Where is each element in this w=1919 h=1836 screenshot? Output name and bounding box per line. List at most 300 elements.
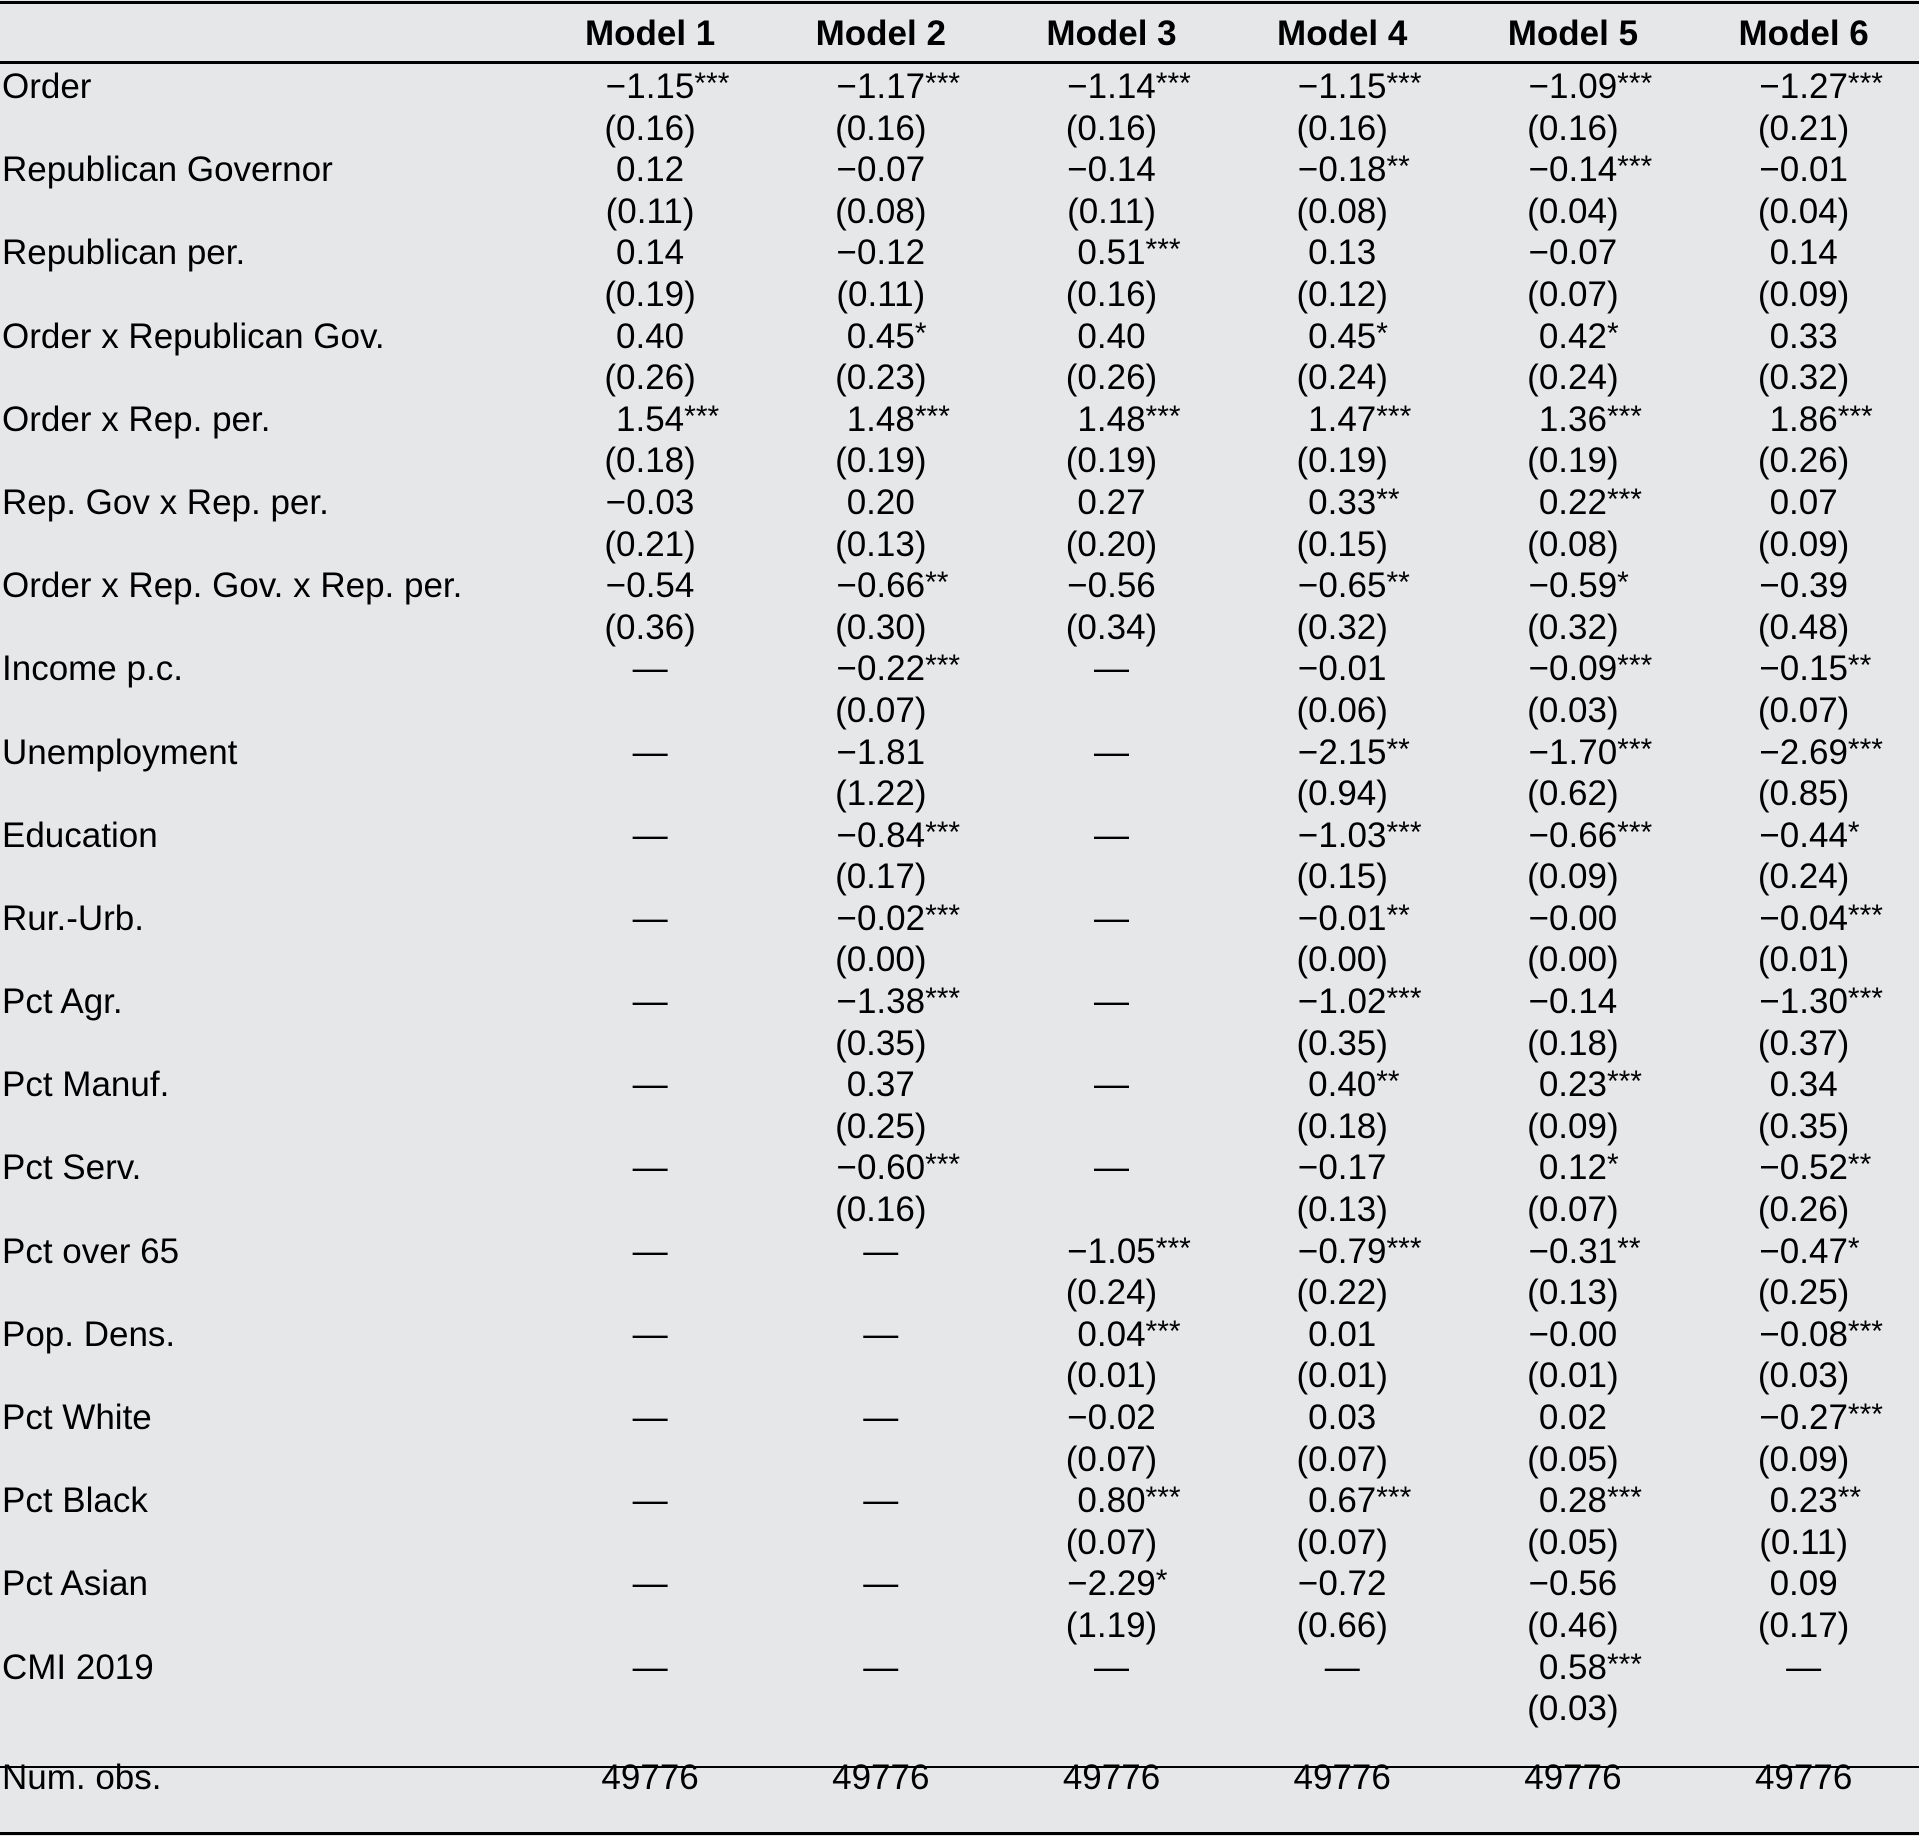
coef-value: −0.47 * <box>1759 1232 1848 1271</box>
row-label-blank <box>0 440 535 482</box>
coef-cell <box>535 232 766 274</box>
std-error-cell: (0.13) <box>1296 1190 1388 1230</box>
std-error-cell <box>996 1106 1227 1148</box>
coef-value: 1.48 *** <box>847 400 915 439</box>
coef-value: −0.56 <box>1067 566 1156 606</box>
coef-cell <box>535 399 766 441</box>
row-label: Pct Serv. <box>2 1148 142 1188</box>
header-label-cell <box>0 0 535 66</box>
significance-stars: *** <box>1617 649 1653 683</box>
coef-value: — <box>632 1398 668 1437</box>
significance-stars: *** <box>1847 1314 1883 1348</box>
coef-value: −0.56 <box>1528 1564 1618 1604</box>
coef-value: 0.27 <box>1077 482 1146 522</box>
coef-value: — <box>632 1231 668 1271</box>
coef-value: −0.54 <box>605 566 695 606</box>
std-error-cell: (0.32) <box>1296 607 1388 647</box>
column-header: Model 3 <box>1046 14 1177 53</box>
coef-value: 0.20 <box>846 482 915 522</box>
std-error-cell: (0.12) <box>1296 274 1388 314</box>
coef-cell <box>765 898 996 940</box>
std-error-cell: (0.35) <box>835 1023 927 1063</box>
coef-value: −1.09 *** <box>1529 67 1618 106</box>
coef-cell <box>996 981 1227 1023</box>
coef-value: — <box>1786 1647 1822 1687</box>
coef-row <box>0 232 1919 274</box>
std-error-cell: (0.15) <box>1296 857 1388 897</box>
std-error-cell: (0.25) <box>1757 1273 1850 1313</box>
significance-stars: * <box>1617 566 1629 600</box>
coef-cell <box>1458 316 1689 358</box>
se-row <box>0 1605 1919 1647</box>
coef-value: — <box>1093 1065 1129 1105</box>
row-label: Order x Rep. per. <box>2 399 271 439</box>
std-error-cell: (0.04) <box>1527 191 1619 231</box>
std-error-cell <box>996 773 1227 815</box>
significance-stars: * <box>1376 316 1388 350</box>
std-error-cell: (0.07) <box>1065 1439 1158 1479</box>
coef-value: 0.34 <box>1769 1065 1838 1105</box>
coef-cell <box>1227 1563 1458 1605</box>
coef-cell <box>996 1480 1227 1522</box>
row-label: Education <box>2 815 158 855</box>
se-row <box>0 1106 1919 1148</box>
std-error-cell <box>996 939 1227 981</box>
coef-row <box>0 1647 1919 1689</box>
std-error-cell: (0.11) <box>836 274 926 314</box>
coef-value: −2.69 *** <box>1759 733 1848 772</box>
row-label-blank <box>0 1522 535 1564</box>
row-label-blank <box>0 1605 535 1647</box>
std-error-cell: (0.26) <box>1757 1190 1850 1230</box>
significance-stars: * <box>1155 1564 1168 1598</box>
coef-value: — <box>1093 732 1129 772</box>
row-label: Pct Agr. <box>2 982 123 1022</box>
se-row <box>0 939 1919 981</box>
coef-value: — <box>863 1231 899 1271</box>
coef-value: 0.12 <box>616 150 685 190</box>
coef-value: −1.30 *** <box>1759 982 1848 1021</box>
coef-cell <box>765 1064 996 1106</box>
row-label-blank <box>0 1106 535 1148</box>
coef-row <box>0 316 1919 358</box>
coef-row <box>0 482 1919 524</box>
coef-value: — <box>632 1314 668 1354</box>
row-label-blank <box>0 357 535 399</box>
significance-stars: *** <box>1617 67 1653 100</box>
row-label: Order x Republican Gov. <box>2 316 385 356</box>
std-error-cell <box>535 690 766 732</box>
row-label-blank <box>0 524 535 566</box>
coef-value: — <box>1093 982 1129 1022</box>
coef-value: 0.07 <box>1769 482 1838 522</box>
std-error-cell <box>535 1272 766 1314</box>
std-error-cell: (0.11) <box>1759 1522 1849 1562</box>
coef-value: 0.40 ** <box>1308 1065 1376 1104</box>
significance-stars: ** <box>1386 898 1410 932</box>
se-row <box>0 690 1919 732</box>
std-error-cell <box>996 856 1227 898</box>
row-label: Num. obs. <box>2 1757 162 1797</box>
coef-cell <box>996 1231 1227 1273</box>
std-error-cell <box>765 1522 996 1564</box>
significance-stars: *** <box>1606 1647 1642 1681</box>
coef-cell <box>996 149 1227 191</box>
coef-value: −0.07 <box>1528 233 1618 273</box>
coef-value: — <box>632 982 668 1022</box>
coef-cell <box>1688 1647 1919 1689</box>
spacer-row <box>0 1730 1919 1746</box>
coef-cell <box>996 1647 1227 1689</box>
std-error-cell: (0.21) <box>1757 108 1850 148</box>
coef-cell <box>1458 815 1689 857</box>
coef-cell <box>1458 565 1689 607</box>
coef-value: — <box>863 1398 899 1437</box>
se-row <box>0 191 1919 233</box>
coef-cell <box>996 399 1227 441</box>
std-error-cell: (0.16) <box>1296 108 1388 148</box>
coef-cell <box>1688 732 1919 774</box>
coef-cell <box>1227 898 1458 940</box>
coef-cell <box>1458 1480 1689 1522</box>
coef-cell <box>996 1147 1227 1189</box>
significance-stars: *** <box>914 399 950 433</box>
std-error-cell: (0.22) <box>1296 1273 1388 1313</box>
significance-stars: * <box>1606 316 1619 350</box>
coef-cell <box>1458 482 1689 524</box>
significance-stars: *** <box>1155 1231 1191 1265</box>
std-error-cell: (0.08) <box>1296 191 1388 231</box>
se-row <box>0 440 1919 482</box>
se-row <box>0 607 1919 649</box>
coef-value: −1.81 <box>836 732 926 772</box>
coef-cell <box>1227 1397 1458 1439</box>
coef-value: −1.15 *** <box>1298 67 1387 106</box>
std-error-cell: (0.07) <box>1296 1522 1388 1562</box>
coef-value: 0.01 <box>1308 1314 1377 1354</box>
std-error-cell: (0.18) <box>604 441 696 481</box>
std-error-cell <box>535 1189 766 1231</box>
coef-cell <box>535 732 766 774</box>
coef-cell <box>996 1397 1227 1439</box>
coef-cell <box>1688 1147 1919 1189</box>
coef-value: 0.51 *** <box>1077 233 1145 272</box>
significance-stars: *** <box>1386 982 1422 1016</box>
se-row <box>0 1023 1919 1065</box>
coef-cell <box>765 316 996 358</box>
std-error-cell: (0.05) <box>1527 1439 1619 1479</box>
coef-value: −0.14 <box>1067 150 1156 190</box>
significance-stars: ** <box>1376 482 1400 516</box>
std-error-cell: (0.06) <box>1296 690 1388 730</box>
row-label: Order x Rep. Gov. x Rep. per. <box>2 566 463 606</box>
std-error-cell <box>765 1439 996 1481</box>
coef-value: −0.44 * <box>1759 816 1848 855</box>
coef-value: 0.13 <box>1308 233 1377 273</box>
std-error-cell: (0.15) <box>1296 524 1388 564</box>
coef-cell <box>1458 232 1689 274</box>
se-row <box>0 357 1919 399</box>
std-error-cell <box>996 690 1227 732</box>
significance-stars: *** <box>925 1148 961 1182</box>
coef-value: −0.01 ** <box>1298 899 1387 938</box>
coef-cell <box>1458 1314 1689 1356</box>
coef-value: — <box>632 732 668 772</box>
coef-value: −2.15 ** <box>1298 733 1387 772</box>
std-error-cell <box>765 1605 996 1647</box>
coef-value: −0.66 *** <box>1529 816 1618 855</box>
coef-cell <box>1458 399 1689 441</box>
std-error-cell: (0.16) <box>1065 108 1158 148</box>
std-error-cell: (0.00) <box>1296 940 1388 980</box>
std-error-cell: (0.19) <box>604 274 696 314</box>
coef-cell <box>535 648 766 690</box>
coef-value: −2.29 * <box>1067 1564 1156 1603</box>
coef-cell <box>1688 399 1919 441</box>
coef-row <box>0 565 1919 607</box>
std-error-cell <box>535 1355 766 1397</box>
std-error-cell: (0.30) <box>835 607 927 647</box>
coef-cell <box>1458 648 1689 690</box>
coef-cell <box>535 149 766 191</box>
coef-value: −0.03 <box>605 482 695 522</box>
coef-value: — <box>863 1481 899 1521</box>
std-error-cell: (0.66) <box>1296 1605 1388 1645</box>
row-label-blank <box>0 1023 535 1065</box>
coef-cell <box>535 981 766 1023</box>
se-row <box>0 1439 1919 1481</box>
coef-value: — <box>632 1647 668 1687</box>
coef-cell <box>1227 316 1458 358</box>
coef-cell <box>765 1480 996 1522</box>
std-error-cell: (0.19) <box>835 441 927 481</box>
significance-stars: *** <box>925 67 961 100</box>
coef-cell <box>996 732 1227 774</box>
num-obs-value: 49776 <box>1754 1757 1853 1797</box>
row-label: Pct Asian <box>2 1564 148 1604</box>
significance-stars: *** <box>694 67 730 100</box>
std-error-cell: (0.19) <box>1527 441 1619 481</box>
coef-cell <box>1227 732 1458 774</box>
coef-row <box>0 1147 1919 1189</box>
coef-cell <box>765 1314 996 1356</box>
coef-cell <box>1227 648 1458 690</box>
row-label: Order <box>2 67 92 106</box>
se-row <box>0 108 1919 150</box>
significance-stars: *** <box>1145 233 1181 267</box>
coef-row <box>0 399 1919 441</box>
coef-value: −0.08 *** <box>1759 1315 1848 1354</box>
coef-value: −0.72 <box>1297 1564 1387 1604</box>
coef-cell <box>535 1563 766 1605</box>
std-error-cell: (0.48) <box>1757 607 1850 647</box>
coef-value: — <box>1093 649 1129 689</box>
coef-cell <box>1458 1563 1689 1605</box>
std-error-cell <box>535 1106 766 1148</box>
coef-value: — <box>632 898 668 938</box>
coef-cell <box>1688 1397 1919 1439</box>
row-label-blank <box>0 690 535 732</box>
coef-value: — <box>863 1647 899 1687</box>
column-header: Model 5 <box>1507 14 1639 53</box>
std-error-cell: (0.09) <box>1757 524 1850 564</box>
significance-stars: ** <box>1847 1148 1872 1182</box>
coef-value: 0.22 *** <box>1539 483 1607 522</box>
significance-stars: *** <box>1837 399 1873 433</box>
std-error-cell <box>765 1272 996 1314</box>
coef-cell <box>1227 1480 1458 1522</box>
significance-stars: *** <box>1847 1398 1883 1431</box>
num-obs-value: 49776 <box>1524 1757 1622 1797</box>
se-row <box>0 1189 1919 1231</box>
significance-stars: * <box>1847 1231 1860 1265</box>
significance-stars: *** <box>1386 67 1422 100</box>
std-error-cell: (1.19) <box>1065 1605 1158 1645</box>
std-error-cell: (0.46) <box>1527 1605 1619 1645</box>
coef-cell <box>1227 66 1458 108</box>
coef-value: 0.45 * <box>847 317 915 356</box>
significance-stars: *** <box>1606 399 1642 433</box>
coef-cell <box>765 732 996 774</box>
significance-stars: *** <box>1386 1231 1422 1265</box>
row-label-blank <box>0 773 535 815</box>
row-label-blank <box>0 607 535 649</box>
coef-cell <box>1458 66 1689 108</box>
coef-cell <box>996 1563 1227 1605</box>
coef-value: 0.14 <box>616 233 685 273</box>
std-error-cell: (0.07) <box>1296 1439 1388 1479</box>
coef-cell <box>1458 1397 1689 1439</box>
std-error-cell <box>765 1355 996 1397</box>
std-error-cell <box>535 773 766 815</box>
coef-value: −0.04 *** <box>1759 899 1848 938</box>
column-header: Model 4 <box>1277 14 1408 53</box>
coef-value: 0.40 <box>616 316 685 356</box>
coef-value: 0.45 * <box>1308 317 1376 356</box>
coef-value: −1.05 *** <box>1067 1232 1156 1271</box>
coef-cell <box>765 648 996 690</box>
std-error-cell: (0.00) <box>835 940 927 980</box>
row-label: Unemployment <box>2 732 238 772</box>
coef-value: −0.66 ** <box>837 566 926 605</box>
row-label-blank <box>0 856 535 898</box>
num-obs-value: 49776 <box>601 1757 699 1797</box>
std-error-cell: (0.13) <box>1527 1273 1619 1313</box>
std-error-cell <box>996 1688 1227 1730</box>
significance-stars: ** <box>1376 1065 1400 1099</box>
std-error-cell: (0.09) <box>1527 1106 1619 1146</box>
coef-cell <box>1458 981 1689 1023</box>
std-error-cell: (0.94) <box>1296 774 1388 814</box>
coef-value: −0.52 ** <box>1759 1148 1848 1187</box>
coef-value: — <box>632 1564 668 1604</box>
num-obs-value: 49776 <box>1293 1757 1391 1797</box>
coef-value: −1.15 *** <box>606 67 695 106</box>
coef-cell <box>1688 316 1919 358</box>
coef-cell <box>535 898 766 940</box>
significance-stars: ** <box>1847 649 1872 683</box>
coef-cell <box>1688 815 1919 857</box>
coef-value: — <box>632 1065 668 1105</box>
coef-cell <box>535 1314 766 1356</box>
row-label: Pct Black <box>2 1481 148 1521</box>
coef-cell <box>535 66 766 108</box>
std-error-cell: (0.26) <box>1065 358 1158 398</box>
variables-body <box>0 66 1919 1730</box>
significance-stars: *** <box>1145 1314 1181 1348</box>
std-error-cell <box>535 1522 766 1564</box>
significance-stars: *** <box>1847 67 1883 100</box>
coef-cell <box>765 1147 996 1189</box>
coef-value: −0.07 <box>836 150 926 190</box>
significance-stars: * <box>1847 815 1860 849</box>
coef-row <box>0 1397 1919 1439</box>
std-error-cell: (0.09) <box>1757 1439 1850 1479</box>
se-row <box>0 1272 1919 1314</box>
coef-value: −0.14 *** <box>1529 150 1618 189</box>
coef-cell <box>1688 1480 1919 1522</box>
coef-value: −0.01 <box>1759 150 1848 190</box>
coef-value: — <box>632 1481 668 1521</box>
coef-row <box>0 648 1919 690</box>
row-label: Income p.c. <box>2 649 183 689</box>
coef-value: 0.14 <box>1769 233 1838 273</box>
num-obs-value: 49776 <box>1062 1757 1161 1797</box>
coef-value: 0.33 <box>1769 316 1838 356</box>
significance-stars: *** <box>1145 1481 1181 1515</box>
coef-value: 1.54 *** <box>616 400 684 439</box>
significance-stars: *** <box>1847 982 1883 1016</box>
coef-row <box>0 66 1919 108</box>
std-error-cell: (0.35) <box>1757 1106 1850 1146</box>
std-error-cell: (0.01) <box>1527 1356 1619 1396</box>
coef-cell <box>1227 1064 1458 1106</box>
row-label-blank <box>0 108 535 150</box>
coef-cell <box>1458 898 1689 940</box>
coef-cell <box>535 1231 766 1273</box>
row-label: Rur.-Urb. <box>2 898 144 938</box>
std-error-cell: (0.25) <box>835 1106 927 1146</box>
std-error-cell: (0.03) <box>1757 1356 1850 1396</box>
row-label-blank <box>0 1272 535 1314</box>
coef-value: 1.48 *** <box>1077 400 1145 439</box>
coef-cell <box>1227 399 1458 441</box>
std-error-cell: (0.03) <box>1527 1689 1619 1729</box>
coef-cell <box>996 815 1227 857</box>
se-row <box>0 1355 1919 1397</box>
coef-row <box>0 1563 1919 1605</box>
coef-value: — <box>632 649 668 689</box>
coef-cell <box>1227 565 1458 607</box>
coef-value: 1.47 *** <box>1308 400 1376 439</box>
coef-value: 0.40 <box>1077 316 1146 356</box>
significance-stars: ** <box>1617 1231 1641 1265</box>
coef-cell <box>996 1064 1227 1106</box>
coef-value: −0.18 ** <box>1298 150 1387 189</box>
bottom-rule <box>0 1832 1919 1835</box>
coef-row <box>0 815 1919 857</box>
coef-cell <box>996 482 1227 524</box>
coef-cell <box>1458 1231 1689 1273</box>
coef-value: 0.67 *** <box>1308 1481 1376 1520</box>
coef-cell <box>1227 1647 1458 1689</box>
coef-cell <box>765 1231 996 1273</box>
coef-cell <box>1227 1147 1458 1189</box>
coef-value: 0.03 <box>1308 1398 1377 1437</box>
coef-value: 0.58 *** <box>1539 1648 1607 1687</box>
coef-cell <box>996 565 1227 607</box>
significance-stars: ** <box>1386 732 1410 766</box>
